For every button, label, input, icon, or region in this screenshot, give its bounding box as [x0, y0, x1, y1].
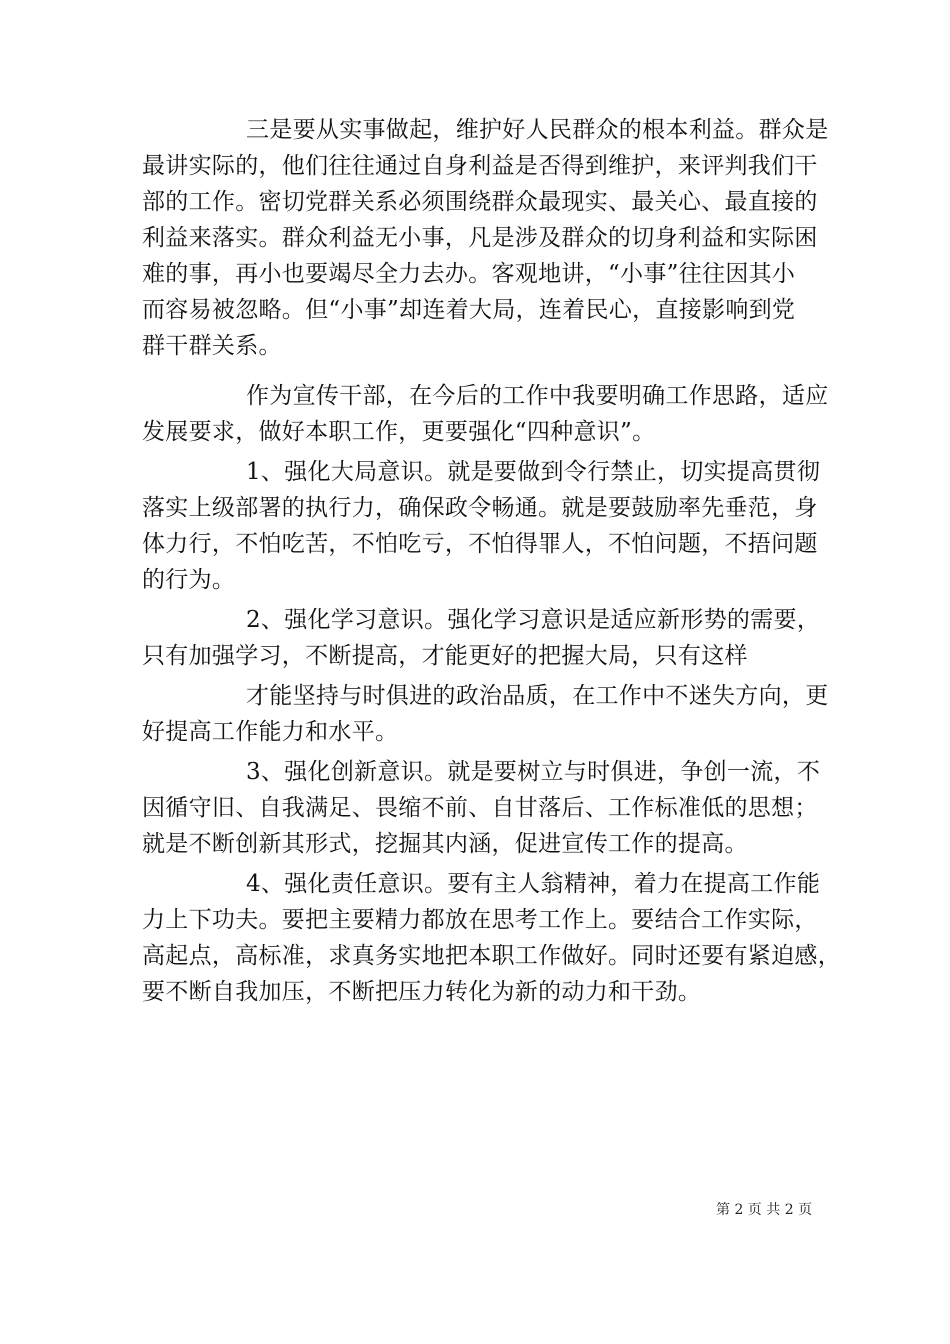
paragraph-1-line-4: 利益来落实。群众利益无小事，凡是涉及群众的切身利益和实际困: [142, 225, 818, 251]
page-number-footer: 第 2 页 共 2 页: [716, 1202, 813, 1218]
paragraph-6-line-1: 3、强化创新意识。就是要树立与时俱进，争创一流，不: [246, 759, 821, 785]
paragraph-4-line-2: 只有加强学习，不断提高，才能更好的把握大局，只有这样: [142, 643, 748, 669]
paragraph-6-line-3: 就是不断创新其形式，挖掘其内涵，促进宣传工作的提高。: [142, 831, 748, 857]
paragraph-1-line-6: 而容易被忽略。但“小事”却连着大局，连着民心，直接影响到党: [142, 297, 796, 323]
paragraph-3-line-4: 的行为。: [142, 567, 236, 593]
paragraph-1-line-7: 群干群关系。: [142, 333, 282, 359]
paragraph-7-line-1: 4、强化责任意识。要有主人翁精神，着力在提高工作能: [246, 871, 821, 897]
paragraph-3-line-2: 落实上级部署的执行力，确保政令畅通。就是要鼓励率先垂范，身: [142, 495, 818, 521]
paragraph-1-line-5: 难的事，再小也要竭尽全力去办。客观地讲，“小事”往往因其小: [142, 261, 796, 287]
paragraph-6-line-2: 因循守旧、自我满足、畏缩不前、自甘落后、工作标准低的思想；: [142, 795, 818, 821]
paragraph-1-line-2: 最讲实际的，他们往往通过自身利益是否得到维护，来评判我们干: [142, 153, 818, 179]
paragraph-5-line-2: 好提高工作能力和水平。: [142, 719, 399, 745]
paragraph-7-line-4: 要不断自我加压，不断把压力转化为新的动力和干劲。: [142, 979, 702, 1005]
paragraph-7-line-2: 力上下功夫。要把主要精力都放在思考工作上。要结合工作实际，: [142, 907, 818, 933]
paragraph-5-line-1: 才能坚持与时俱进的政治品质，在工作中不迷失方向，更: [246, 683, 829, 709]
paragraph-7-line-3: 高起点，高标准，求真务实地把本职工作做好。同时还要有紧迫感，: [142, 943, 841, 969]
paragraph-1-line-1: 三是要从实事做起，维护好人民群众的根本利益。群众是: [246, 117, 829, 143]
paragraph-3-line-3: 体力行，不怕吃苦，不怕吃亏，不怕得罪人，不怕问题，不捂问题: [142, 531, 818, 557]
paragraph-4-line-1: 2、强化学习意识。强化学习意识是适应新形势的需要，: [246, 607, 821, 633]
paragraph-2-line-2: 发展要求，做好本职工作，更要强化“四种意识”。: [142, 419, 656, 445]
paragraph-1-line-3: 部的工作。密切党群关系必须围绕群众最现实、最关心、最直接的: [142, 189, 818, 215]
paragraph-3-line-1: 1、强化大局意识。就是要做到令行禁止，切实提高贯彻: [246, 459, 821, 485]
paragraph-2-line-1: 作为宣传干部，在今后的工作中我要明确工作思路，适应: [246, 383, 829, 409]
